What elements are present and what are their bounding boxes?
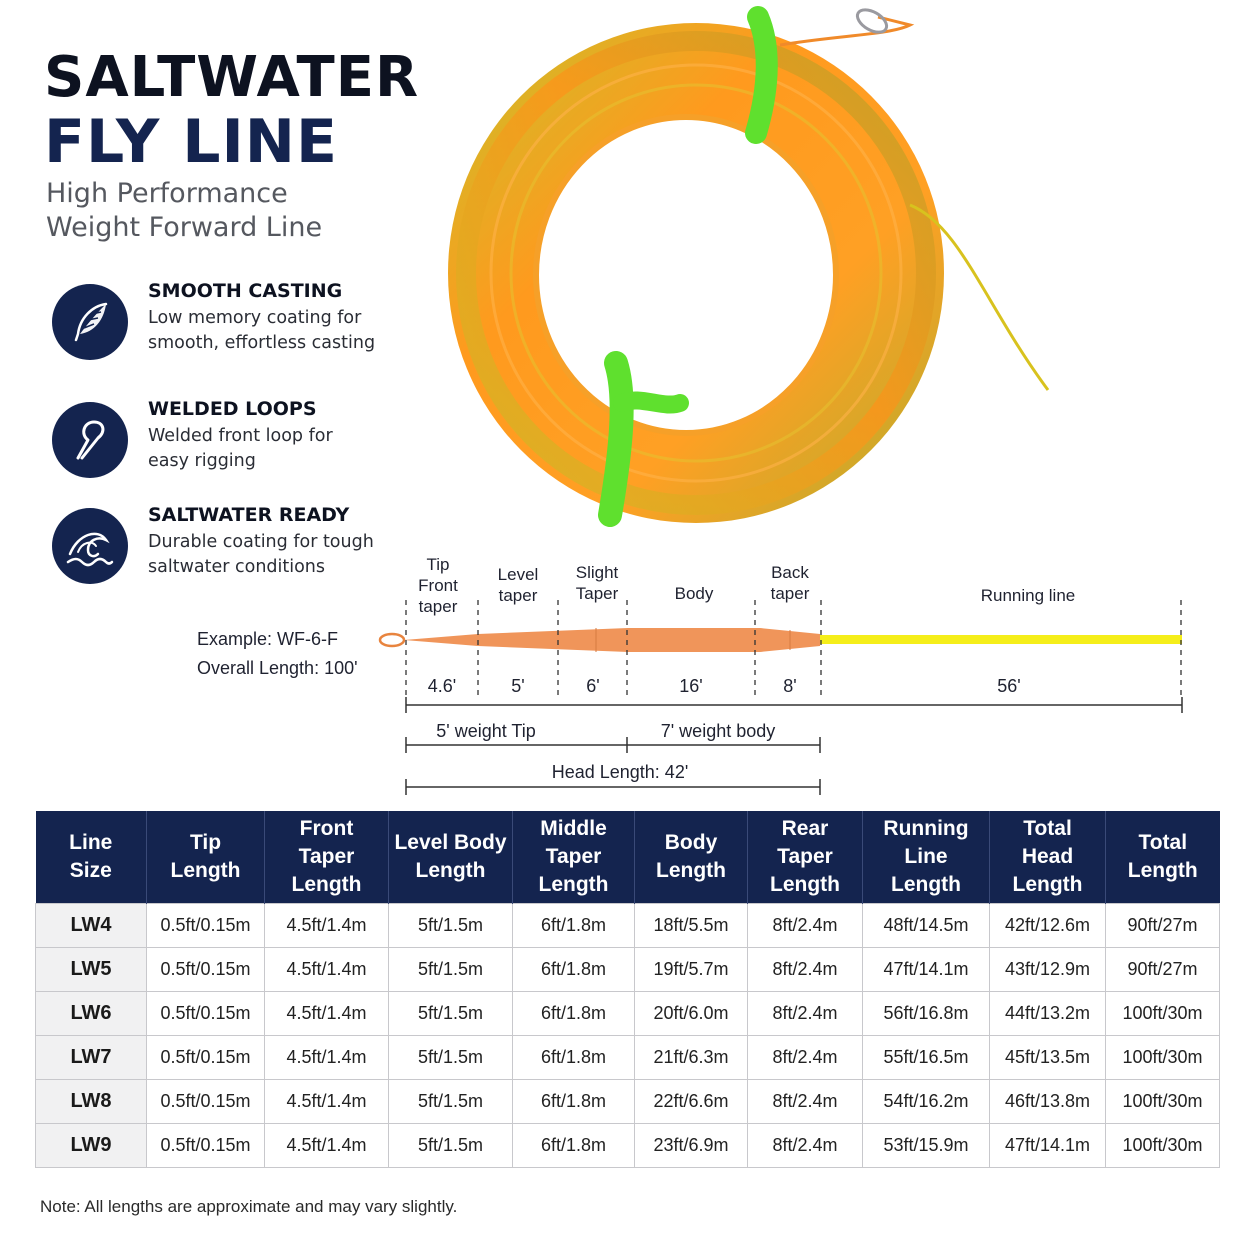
header-cell: Rear Taper Length xyxy=(748,811,863,904)
footnote: Note: All lengths are approximate and may vary slightly. xyxy=(40,1197,458,1216)
table-cell: 42ft/12.6m xyxy=(990,904,1106,948)
subtitle-line-2: Weight Forward Line xyxy=(46,212,323,243)
weight-body-label: 7' weight body xyxy=(660,721,776,741)
table-cell: 0.5ft/0.15m xyxy=(147,992,265,1036)
table-row xyxy=(36,948,1220,992)
header-cell: Line Size xyxy=(36,811,147,904)
table-cell: 44ft/13.2m xyxy=(990,992,1106,1036)
header-cell: Tip Length xyxy=(147,811,265,904)
table-cell: 0.5ft/0.15m xyxy=(147,904,265,948)
feature-description: Durable coating for tough saltwater conditions xyxy=(148,532,374,577)
line-size-cell: LW8 xyxy=(36,1080,147,1124)
table-cell: 90ft/27m xyxy=(1106,904,1220,948)
table-cell: 5ft/1.5m xyxy=(389,948,513,992)
title-line-2: FLY LINE xyxy=(44,107,338,177)
title-line-1: SALTWATER xyxy=(44,45,420,110)
header-cell: Front Taper Length xyxy=(265,811,389,904)
table-cell: 0.5ft/0.15m xyxy=(147,948,265,992)
table-cell: 100ft/30m xyxy=(1106,1080,1220,1124)
spec-table xyxy=(35,811,1220,1168)
table-cell: 8ft/2.4m xyxy=(748,948,863,992)
table-cell: 5ft/1.5m xyxy=(389,904,513,948)
header-cell: Middle Taper Length xyxy=(513,811,635,904)
table-cell: 54ft/16.2m xyxy=(863,1080,990,1124)
table-cell: 6ft/1.8m xyxy=(513,948,635,992)
feature-title: WELDED LOOPS xyxy=(148,398,317,420)
section-length: 6' xyxy=(586,676,600,696)
table-cell: 6ft/1.8m xyxy=(513,1036,635,1080)
line-size-cell: LW4 xyxy=(36,904,147,948)
table-cell: 4.5ft/1.4m xyxy=(265,904,389,948)
table-cell: 45ft/13.5m xyxy=(990,1036,1106,1080)
table-row xyxy=(36,1080,1220,1124)
table-header-row xyxy=(36,811,1220,904)
table-cell: 100ft/30m xyxy=(1106,1036,1220,1080)
line-size-cell: LW7 xyxy=(36,1036,147,1080)
table-cell: 0.5ft/0.15m xyxy=(147,1036,265,1080)
table-cell: 8ft/2.4m xyxy=(748,992,863,1036)
table-cell: 6ft/1.8m xyxy=(513,1080,635,1124)
table-cell: 4.5ft/1.4m xyxy=(265,1124,389,1168)
table-row xyxy=(36,904,1220,948)
header-cell: Level Body Length xyxy=(389,811,513,904)
table-cell: 6ft/1.8m xyxy=(513,992,635,1036)
table-cell: 56ft/16.8m xyxy=(863,992,990,1036)
table-cell: 0.5ft/0.15m xyxy=(147,1124,265,1168)
example-label: Example: WF-6-F xyxy=(197,629,339,649)
table-row xyxy=(36,992,1220,1036)
table-cell: 47ft/14.1m xyxy=(863,948,990,992)
table-cell: 6ft/1.8m xyxy=(513,1124,635,1168)
table-cell: 90ft/27m xyxy=(1106,948,1220,992)
feature-title: SMOOTH CASTING xyxy=(148,280,343,302)
feature-description: Welded front loop for easy rigging xyxy=(148,426,333,471)
table-cell: 5ft/1.5m xyxy=(389,1124,513,1168)
table-cell: 6ft/1.8m xyxy=(513,904,635,948)
table-cell: 8ft/2.4m xyxy=(748,1080,863,1124)
feature-description: Low memory coating for smooth, effortless casting xyxy=(148,308,376,353)
section-label: Running line xyxy=(980,586,1076,605)
section-label: Slight Taper xyxy=(575,563,619,603)
table-cell: 0.5ft/0.15m xyxy=(147,1080,265,1124)
section-length: 4.6' xyxy=(427,676,457,696)
line-size-cell: LW9 xyxy=(36,1124,147,1168)
table-cell: 100ft/30m xyxy=(1106,992,1220,1036)
overall-length-label: Overall Length: 100' xyxy=(197,658,358,678)
table-cell: 5ft/1.5m xyxy=(389,1036,513,1080)
line-size-cell: LW5 xyxy=(36,948,147,992)
header-cell: Total Length xyxy=(1106,811,1220,904)
table-cell: 48ft/14.5m xyxy=(863,904,990,948)
table-cell: 8ft/2.4m xyxy=(748,904,863,948)
table-cell: 20ft/6.0m xyxy=(635,992,748,1036)
table-cell: 5ft/1.5m xyxy=(389,1080,513,1124)
section-label: Tip Front taper xyxy=(418,555,458,616)
header-cell: Body Length xyxy=(635,811,748,904)
subtitle-line-1: High Performance xyxy=(46,178,288,209)
table-cell: 4.5ft/1.4m xyxy=(265,1080,389,1124)
table-cell: 8ft/2.4m xyxy=(748,1124,863,1168)
weight-tip-label: 5' weight Tip xyxy=(436,721,536,741)
table-cell: 22ft/6.6m xyxy=(635,1080,748,1124)
line-size-cell: LW6 xyxy=(36,992,147,1036)
section-length: 16' xyxy=(679,676,703,696)
section-length: 5' xyxy=(511,676,525,696)
head-length-label: Head Length: 42' xyxy=(551,762,689,782)
header-cell: Running Line Length xyxy=(863,811,990,904)
section-label: Level taper xyxy=(497,565,539,605)
table-cell: 100ft/30m xyxy=(1106,1124,1220,1168)
table-cell: 4.5ft/1.4m xyxy=(265,992,389,1036)
section-label: Body xyxy=(674,584,714,603)
section-label: Back taper xyxy=(770,563,810,603)
table-row xyxy=(36,1124,1220,1168)
table-cell: 21ft/6.3m xyxy=(635,1036,748,1080)
table-cell: 47ft/14.1m xyxy=(990,1124,1106,1168)
section-length: 56' xyxy=(997,676,1021,696)
table-cell: 19ft/5.7m xyxy=(635,948,748,992)
table-cell: 4.5ft/1.4m xyxy=(265,1036,389,1080)
table-cell: 55ft/16.5m xyxy=(863,1036,990,1080)
table-cell: 53ft/15.9m xyxy=(863,1124,990,1168)
header-cell: Total Head Length xyxy=(990,811,1106,904)
table-cell: 43ft/12.9m xyxy=(990,948,1106,992)
feature-title: SALTWATER READY xyxy=(148,504,350,526)
table-cell: 4.5ft/1.4m xyxy=(265,948,389,992)
table-row xyxy=(36,1036,1220,1080)
table-cell: 8ft/2.4m xyxy=(748,1036,863,1080)
section-length: 8' xyxy=(783,676,797,696)
table-cell: 5ft/1.5m xyxy=(389,992,513,1036)
table-cell: 46ft/13.8m xyxy=(990,1080,1106,1124)
table-cell: 18ft/5.5m xyxy=(635,904,748,948)
table-cell: 23ft/6.9m xyxy=(635,1124,748,1168)
